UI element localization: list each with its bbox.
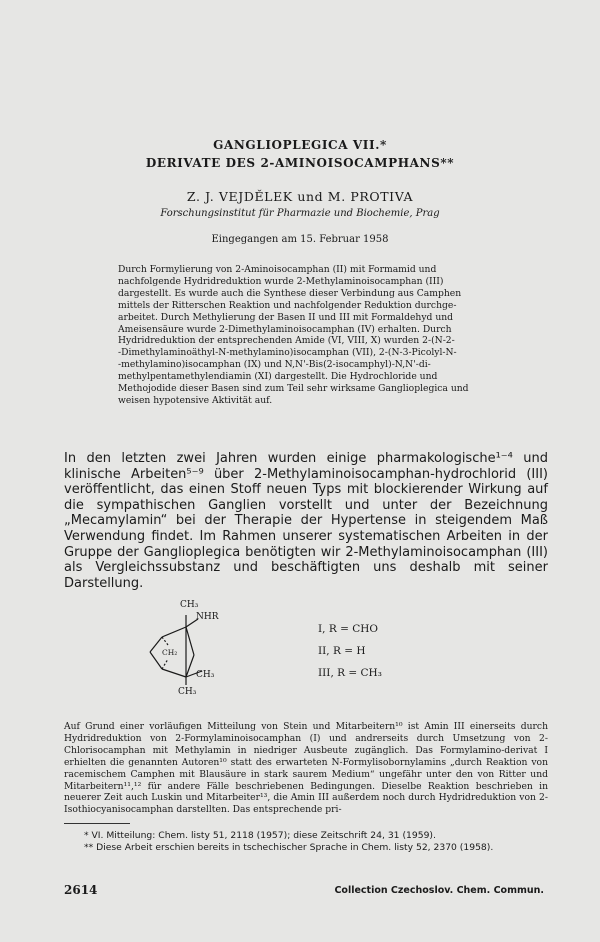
structural-formula	[140, 597, 260, 697]
abstract-line: arbeitet. Durch Methylierung der Basen II und III mit Formaldehyd und	[118, 311, 454, 323]
bond	[186, 655, 194, 677]
abstract	[118, 264, 510, 407]
bond	[186, 627, 194, 655]
footnote-divider	[64, 823, 130, 824]
compound-entry: I, R = CHO	[318, 623, 379, 635]
abstract-line: mittels der Ritterschen Reaktion und nachfolgender Reduktion durchge-	[118, 299, 457, 311]
abstract-line: dargestellt. Es wurde auch die Synthese dieser Verbindung aus Camphen	[118, 287, 462, 299]
body-paragraph: Auf Grund einer vorläufigen Mitteilung von Stein und Mitarbeitern¹⁰ ist Amin III einerseits durch Hydridreduktion von 2-Formylaminoisocamphan (I) und andrerseits durch Umsetzung von 2-Chlorisocamphan mit Methylamin in niedriger Ausbeute zugänglich. Das Formylamino-derivat I erhielten die genannten Autoren¹⁰ statt des erwarteten N-Formylisobornylamins „durch Reaktion von racemischem Camphen mit Blausäure in stark saurem Medium“ ungefähr unter den von Ritter und Mitarbeitern¹¹,¹² für andere Fälle beschriebenen Bedingungen. Dieselbe Reaktion beschrieben in neuerer Zeit auch Luskin und Mitarbeiter¹³, die Amin III außerdem noch durch Hydridreduktion von 2-Isothiocyanisocamphan darstellten. Das entsprechende pri-	[64, 721, 548, 816]
compound-entry: II, R = H	[318, 645, 366, 657]
footnotes	[64, 830, 548, 854]
bond	[162, 669, 186, 677]
label-nhr: NHR	[196, 612, 219, 622]
abstract-line: Ameisensäure wurde 2-Dimethylaminoisocamphan (IV) erhalten. Durch	[118, 323, 452, 335]
page-number: 2614	[64, 883, 98, 897]
bond	[162, 627, 186, 637]
institute: Forschungsinstitut für Pharmazie und Biochemie, Prag	[160, 208, 440, 219]
bond	[150, 637, 162, 652]
bond	[162, 637, 168, 645]
lead-paragraph: In den letzten zwei Jahren wurden einige pharmakologische¹⁻⁴ und klinische Arbeiten⁵⁻⁹ über 2-Methylaminoisocamphan-hydrochlorid (III) veröffentlicht, das einen Stoff neuen Typs mit blockierender Wirkung auf die sympathischen Ganglien vorstellt und unter der Bezeichnung „Mecamylamin“ bei der Therapie der Hypertense in steigendem Maß Verwendung findet. Im Rahmen unserer systematischen Arbeiten in der Gruppe der Ganglioplegica benötigten wir 2-Methylaminoisocamphan (III) als Vergleichssubstanz und beschäftigten uns deshalb mit seiner Darstellung.	[64, 451, 548, 591]
footnote: ** Diese Arbeit erschien bereits in tschechischer Sprache in Chem. listy 52, 2370 (1958).	[84, 842, 494, 853]
abstract-line: Durch Formylierung von 2-Aminoisocamphan (II) mit Formamid und	[118, 264, 437, 275]
journal-name: Collection Czechoslov. Chem. Commun.	[334, 885, 544, 896]
abstract-line: Hydridreduktion der entsprechenden Amide (VI, VIII, X) wurden 2-(N-2-	[118, 335, 455, 347]
abstract-line: -methylamino)isocamphan (IX) und N,N'-Bis(2-isocamphyl)-N,N'-di-	[118, 359, 431, 371]
footnote: * VI. Mitteilung: Chem. listy 51, 2118 (1957); diese Zeitschrift 24, 31 (1959).	[84, 830, 436, 841]
received-date: Eingegangen am 15. Februar 1958	[211, 234, 389, 245]
label-ch2: CH₂	[162, 648, 178, 657]
abstract-line: Methojodide dieser Basen sind zum Teil sehr wirksame Ganglioplegica und	[118, 383, 469, 395]
label-ch3-right: CH₃	[196, 670, 215, 680]
abstract-line: weisen hypotensive Aktivität auf.	[118, 394, 273, 406]
abstract-line: methylpentamethylendiamin (XI) dargestellt. Die Hydrochloride und	[118, 371, 438, 383]
article-title	[0, 136, 600, 172]
authors: Z. J. VEJDĚLEK und M. PROTIVA	[186, 189, 414, 204]
title-line-2: DERIVATE DES 2-AMINOISOCAMPHANS**	[145, 156, 455, 170]
title-line-1: GANGLIOPLEGICA VII.*	[213, 138, 387, 152]
bond	[162, 659, 168, 669]
abstract-line: nachfolgende Hydridreduktion wurde 2-Methylaminoisocamphan (III)	[118, 275, 444, 287]
bond	[150, 652, 162, 669]
compound-entry: III, R = CH₃	[318, 667, 382, 679]
abstract-line: -Dimethylaminoäthyl-N-methylamino)isocamphan (VII), 2-(N-3-Picolyl-N-	[118, 347, 457, 359]
label-ch3-top: CH₃	[180, 600, 199, 610]
label-ch3-bottom: CH₃	[178, 687, 197, 697]
compound-list	[318, 618, 478, 684]
